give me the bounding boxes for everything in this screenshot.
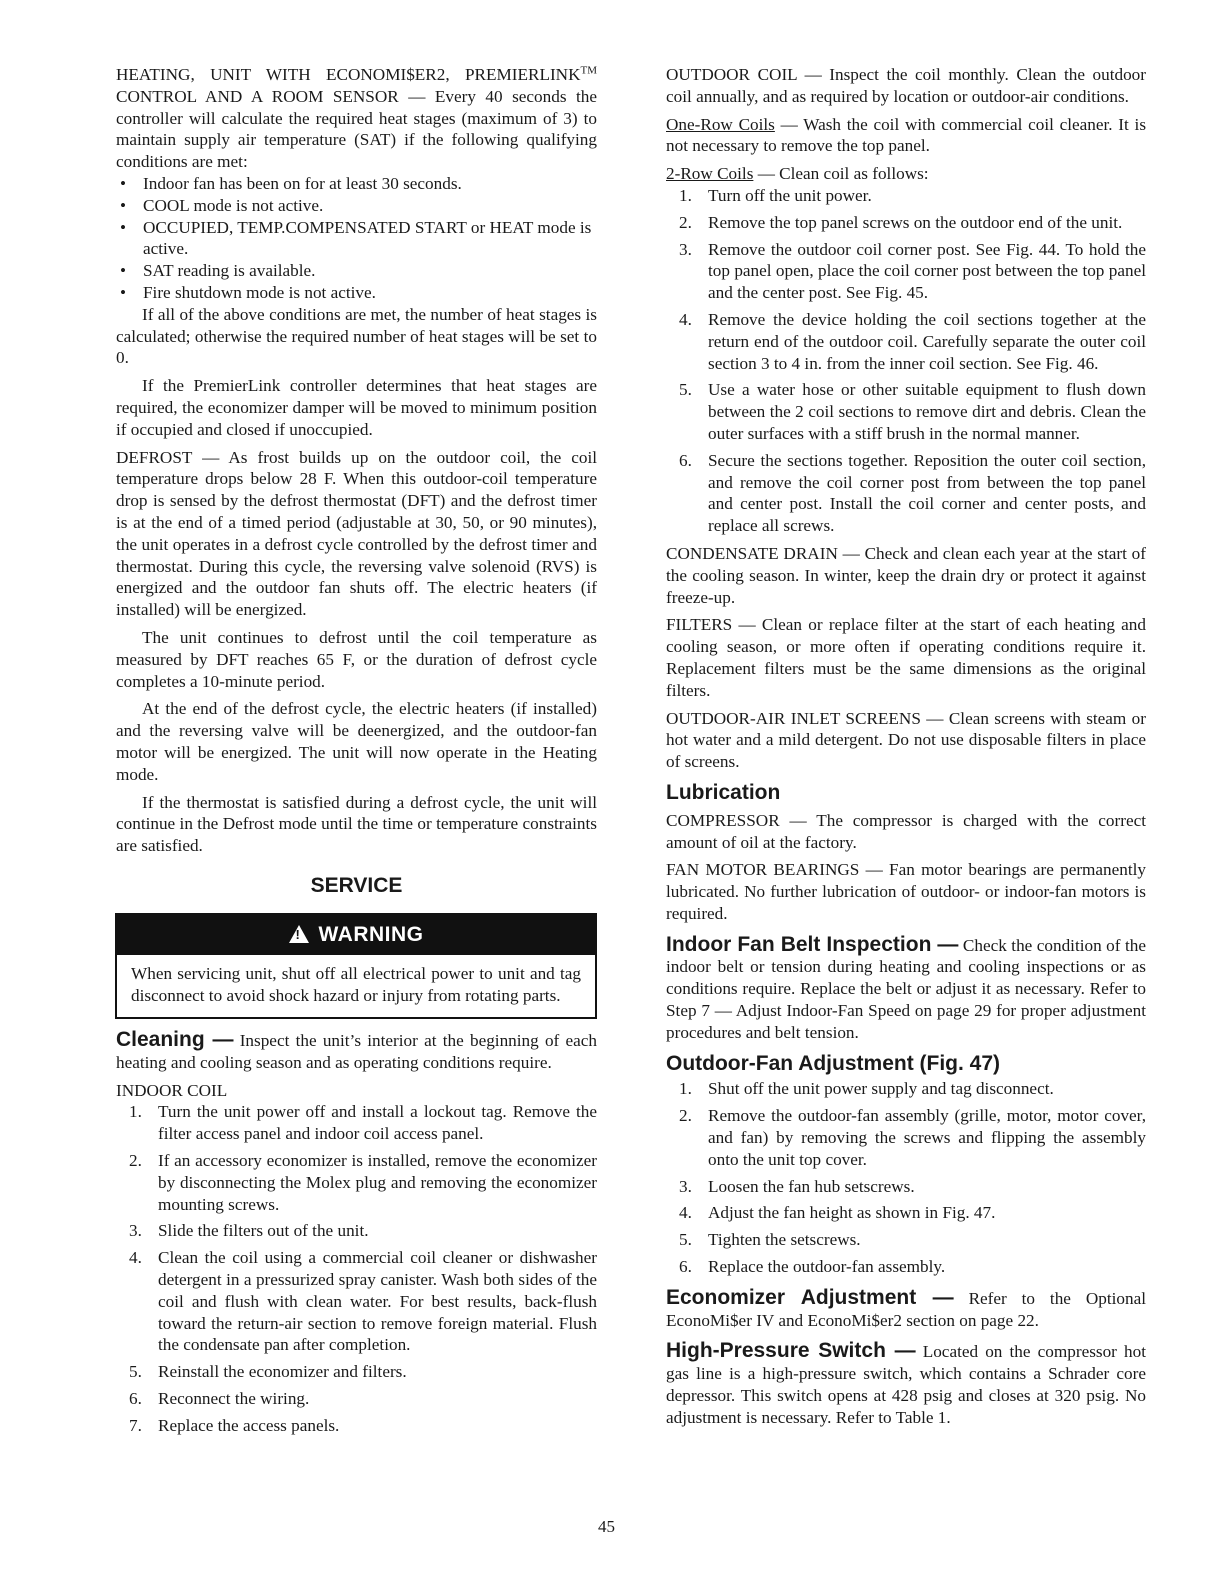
page-number: 45: [598, 1517, 615, 1536]
filters-text: — Clean or replace filter at the start of each heating and cooling season, or more often if operating conditions require it. Replacement filters must be the same dimensions as the original filters.: [666, 615, 1146, 700]
warning-box: [115, 913, 597, 1019]
step-text: Replace the access panels.: [158, 1415, 340, 1435]
outdoor-fan-step: [666, 1202, 1146, 1224]
fan-bearings-paragraph: [666, 859, 1146, 924]
compressor-paragraph: [666, 810, 1146, 854]
two-row-coil-step: [666, 212, 1146, 234]
heating-heading-rest: CONTROL AND A ROOM SENSOR: [116, 86, 399, 106]
two-row-coils-text: — Clean coil as follows:: [753, 164, 929, 184]
step-number: 4.: [679, 1203, 692, 1223]
step-text: Tighten the setscrews.: [708, 1230, 861, 1250]
step-text: Use a water hose or other suitable equipment to flush down between the 2 coil sections to remove dirt and debris. Clean the outer surfaces with a stiff brush in the normal manner.: [708, 380, 1146, 443]
cleaning-text: Inspect the unit’s interior at the beginning of each heating and cooling season and as operating conditions require.: [116, 1031, 597, 1072]
two-row-coil-step: [666, 309, 1146, 374]
condensate-drain-paragraph: [666, 543, 1146, 608]
left-column: [116, 64, 597, 1437]
service-title: SERVICE: [310, 873, 403, 897]
step-text: Remove the device holding the coil sections together at the return end of the outdoor coil. Carefully separate the outer coil section 3 to 4 in. from the inner coil section. See Fig. 46.: [708, 309, 1146, 373]
condition-item: • COOL mode is not active.: [116, 195, 597, 217]
high-pressure-switch-paragraph: [666, 1340, 1146, 1428]
condition-item: • Indoor fan has been on for at least 30 seconds.: [116, 173, 597, 195]
outdoor-coil-text: — Inspect the coil monthly. Clean the outdoor coil annually, and as required by location or outdoor-air conditions.: [666, 65, 1146, 106]
step-text: Adjust the fan height as shown in Fig. 47.: [708, 1203, 996, 1223]
outdoor-fan-step: [666, 1105, 1146, 1170]
cleaning-paragraph: [116, 1029, 597, 1074]
indoor-coil-step: [116, 1247, 597, 1356]
filters-paragraph: [666, 614, 1146, 701]
outdoor-fan-step: [666, 1176, 1146, 1198]
defrost-continue-paragraph: The unit continues to defrost until the coil temperature as measured by DFT reaches 65 F, or the duration of defrost cycle completes a 10-minute period.: [116, 627, 597, 691]
step-number: 6.: [679, 450, 692, 470]
step-text: If an accessory economizer is installed, remove the economizer by disconnecting the Molex plug and removing the economizer mounting screws.: [158, 1151, 597, 1214]
outdoor-fan-heading: Outdoor-Fan Adjustment (Fig. 47): [666, 1051, 1001, 1075]
filters-term: FILTERS: [666, 615, 733, 635]
outdoor-fan-steps: [666, 1078, 1146, 1277]
indoor-coil-step: [116, 1415, 597, 1437]
step-text: Shut off the unit power supply and tag disconnect.: [708, 1079, 1054, 1099]
compressor-text: — The compressor is charged with the correct amount of oil at the factory.: [666, 810, 1146, 852]
two-row-coil-step: [666, 450, 1146, 537]
step-number: 3.: [129, 1221, 142, 1241]
heating-section-intro: [116, 64, 597, 173]
outdoor-coil-term: OUTDOOR COIL: [666, 65, 798, 84]
two-row-coil-steps: [666, 185, 1146, 537]
two-row-coils-label: 2-Row Coils: [666, 164, 754, 184]
step-number: 3.: [679, 239, 692, 259]
belt-inspection-heading: Indoor Fan Belt Inspection —: [666, 932, 959, 956]
step-number: 2.: [129, 1151, 142, 1171]
defrost-paragraph: [116, 447, 597, 621]
premierlink-paragraph: If the PremierLink controller determines that heat stages are required, the economizer damper will be moved to minimum position if occupied and closed if unoccupied.: [116, 376, 597, 439]
belt-inspection-paragraph: [666, 934, 1146, 1044]
outdoor-coil-paragraph: [666, 64, 1146, 108]
outdoor-fan-step: [666, 1229, 1146, 1251]
high-pressure-switch-heading: High-Pressure Switch —: [666, 1339, 916, 1363]
two-row-coil-step: [666, 379, 1146, 444]
step-number: 6.: [129, 1389, 142, 1409]
step-number: 1.: [129, 1102, 142, 1122]
warning-text: When servicing unit, shut off all electrical power to unit and tag disconnect to avoid shock hazard or injury from rotating parts.: [131, 964, 581, 1006]
heating-intro-text: — Every 40 seconds the controller will calculate the required heat stages (maximum of 3) to maintain supply air temperature (SAT) if the following qualifying conditions are met:: [116, 86, 597, 172]
step-number: 5.: [679, 1230, 692, 1250]
condition-item: • SAT reading is available.: [116, 260, 597, 282]
warning-title: WARNING: [318, 922, 424, 946]
condition-item: • Fire shutdown mode is not active.: [116, 282, 597, 304]
step-text: Replace the outdoor-fan assembly.: [708, 1257, 946, 1277]
step-number: 4.: [129, 1248, 142, 1268]
economizer-text: Refer to the Optional EconoMi$er IV and EconoMi$er2 section on page 22.: [666, 1288, 1146, 1330]
qualifying-conditions-list: [116, 173, 597, 304]
inlet-screens-paragraph: [666, 708, 1146, 773]
cleaning-heading: Cleaning —: [116, 1028, 234, 1052]
outdoor-fan-step: [666, 1256, 1146, 1278]
step-text: Remove the top panel screws on the outdoor end of the unit.: [708, 212, 1123, 232]
one-row-coils-label: One-Row Coils: [666, 114, 775, 134]
step-number: 5.: [129, 1362, 142, 1382]
fan-bearings-term: FAN MOTOR BEARINGS: [666, 860, 860, 880]
inlet-screens-text: — Clean screens with steam or hot water and a mild detergent. Do not use disposable filters in place of screens.: [666, 708, 1146, 772]
step-text: Loosen the fan hub setscrews.: [708, 1176, 915, 1196]
economizer-paragraph: [666, 1287, 1146, 1332]
trademark-superscript: TM: [580, 64, 597, 77]
economizer-heading: Economizer Adjustment —: [666, 1285, 954, 1309]
warning-header: [117, 915, 595, 956]
indoor-coil-step: [116, 1361, 597, 1383]
step-text: Remove the outdoor coil corner post. See Fig. 44. To hold the top panel open, place the coil corner post between the top panel and the center post. See Fig. 45.: [708, 239, 1146, 303]
indoor-coil-steps: [116, 1101, 597, 1436]
condensate-drain-text: — Check and clean each year at the start of the cooling season. In winter, keep the drain dry or protect it against freeze-up.: [666, 543, 1146, 607]
indoor-coil-step: [116, 1150, 597, 1215]
step-number: 2.: [679, 1106, 692, 1126]
defrost-satisfied-paragraph: If the thermostat is satisfied during a defrost cycle, the unit will continue in the Defrost mode until the time or temperature constraints are satisfied.: [116, 792, 597, 856]
step-text: Turn off the unit power.: [708, 185, 872, 205]
heating-heading: HEATING, UNIT WITH ECONOMI$ER2, PREMIERLINK: [116, 65, 581, 84]
indoor-coil-step: [116, 1220, 597, 1242]
heat-stage-paragraph: If all of the above conditions are met, the number of heat stages is calculated; otherwise the required number of heat stages will be set to 0.: [116, 304, 597, 368]
one-row-coils-text: — Wash the coil with commercial coil cleaner. It is not necessary to remove the top panel.: [666, 114, 1147, 156]
right-column: [666, 64, 1146, 1429]
step-number: 1.: [679, 1079, 692, 1099]
high-pressure-switch-text: Located on the compressor hot gas line is a high-pressure switch, which contains a Schrader core depressor. This switch opens at 428 psig and closes at 320 psig. No adjustment is necessary. Refer to Table 1.: [666, 1342, 1146, 1427]
step-number: 5.: [679, 380, 692, 400]
step-number: 4.: [679, 309, 692, 329]
step-number: 2.: [679, 212, 692, 232]
two-row-coil-step: [666, 185, 1146, 207]
defrost-end-paragraph: At the end of the defrost cycle, the electric heaters (if installed) and the reversing valve will be deenergized, and the outdoor-fan motor will be energized. The unit will now operate in the Heating mode.: [116, 699, 597, 784]
indoor-coil-step: [116, 1388, 597, 1410]
step-text: Reconnect the wiring.: [158, 1389, 310, 1409]
step-number: 1.: [679, 185, 692, 205]
one-row-coils-paragraph: [666, 114, 1146, 158]
condensate-drain-term: CONDENSATE DRAIN: [666, 543, 838, 563]
condition-item: • OCCUPIED, TEMP.COMPENSATED START or HEAT mode is active.: [116, 217, 597, 261]
step-text: Clean the coil using a commercial coil cleaner or dishwasher detergent in a pressurized spray canister. Wash both sides of the coil and flush with clean water. For best results, back-flush toward the return-air section to remove foreign material. Flush the condensate pan after completion.: [158, 1248, 597, 1355]
lubrication-heading: Lubrication: [666, 780, 781, 804]
inlet-screens-term: OUTDOOR-AIR INLET SCREENS: [666, 708, 921, 728]
outdoor-fan-step: [666, 1078, 1146, 1100]
step-text: Turn the unit power off and install a lockout tag. Remove the filter access panel and indoor coil access panel.: [158, 1102, 597, 1144]
fan-bearings-text: — Fan motor bearings are permanently lubricated. No further lubrication of outdoor- or indoor-fan motors is required.: [666, 860, 1146, 923]
defrost-text: — As frost builds up on the outdoor coil, the coil temperature drops below 28 F. When this outdoor-coil temperature drop is sensed by the defrost thermostat (DFT) and the defrost timer is at the end of a timed period (adjustable at 30, 50, or 90 minutes), the unit operates in a defrost cycle controlled by the defrost timer and thermostat. During this cycle, the reversing valve solenoid (RVS) is energized and the outdoor fan shuts off. The electric heaters (if installed) will be energized.: [116, 447, 597, 620]
step-number: 3.: [679, 1176, 692, 1196]
step-text: Secure the sections together. Reposition the outer coil section, and remove the coil corner post from between the top panel and center post. Install the coil corner and center posts, and replace all screws.: [708, 450, 1146, 536]
indoor-coil-label: INDOOR COIL: [116, 1080, 228, 1100]
step-number: 6.: [679, 1257, 692, 1277]
belt-inspection-text: Check the condition of the indoor belt or tension during heating and cooling inspections or as conditions require. Replace the belt or adjust it as necessary. Refer to Step 7 — Adjust Indoor-Fan Speed on page 29 for proper adjustment procedures and belt tension.: [666, 935, 1146, 1042]
indoor-coil-step: [116, 1101, 597, 1145]
step-text: Reinstall the economizer and filters.: [158, 1362, 407, 1382]
step-number: 7.: [129, 1415, 142, 1435]
warning-triangle-icon: [289, 925, 309, 943]
step-text: Slide the filters out of the unit.: [158, 1221, 369, 1241]
step-text: Remove the outdoor-fan assembly (grille, motor, motor cover, and fan) by removing the screws and flipping the assembly onto the unit top cover.: [708, 1106, 1146, 1169]
two-row-coils-paragraph: [666, 163, 1146, 185]
two-row-coil-step: [666, 239, 1146, 304]
defrost-term: DEFROST: [116, 447, 193, 467]
compressor-term: COMPRESSOR: [666, 810, 780, 830]
